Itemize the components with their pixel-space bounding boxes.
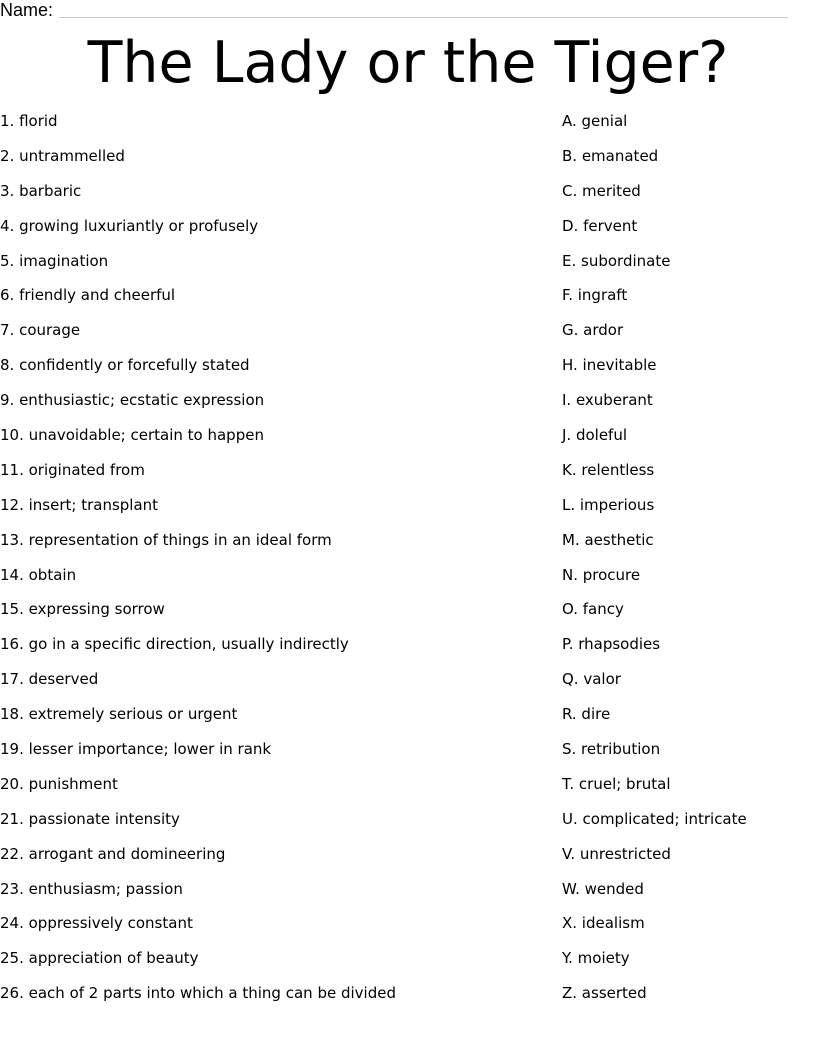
definition-item: 18. extremely serious or urgent [0, 705, 238, 724]
definition-item: 17. deserved [0, 670, 99, 689]
definition-item: 12. insert; transplant [0, 495, 159, 514]
definition-item: 1. florid [0, 112, 58, 130]
definition-item: 22. arrogant and domineering [0, 844, 226, 863]
definitions-list [0, 104, 396, 1011]
definition-item: 16. go in a specific direction, usually indirectly [0, 635, 349, 654]
word-item: Z. asserted [562, 984, 647, 1003]
definition-item: 10. unavoidable; certain to happen [0, 426, 264, 445]
definition-item: 23. enthusiasm; passion [0, 879, 183, 898]
word-item: Q. valor [562, 670, 621, 689]
word-item: V. unrestricted [562, 844, 671, 863]
word-item: S. retribution [562, 740, 661, 759]
words-list [562, 104, 747, 1011]
definition-item: 5. imagination [0, 251, 109, 270]
definition-item: 24. oppressively constant [0, 914, 193, 933]
word-item: E. subordinate [562, 251, 671, 270]
word-item: U. complicated; intricate [562, 809, 747, 828]
definition-item: 8. confidently or forcefully stated [0, 356, 250, 375]
word-item: G. ardor [562, 321, 624, 340]
definition-item: 11. originated from [0, 460, 145, 479]
word-item: K. relentless [562, 460, 655, 479]
word-item: A. genial [562, 112, 628, 130]
word-item: T. cruel; brutal [562, 774, 671, 793]
definition-item: 15. expressing sorrow [0, 600, 165, 619]
worksheet-title: The Lady or the Tiger? [87, 30, 729, 96]
word-item: H. inevitable [562, 356, 657, 375]
word-item: M. aesthetic [562, 530, 654, 549]
definition-item: 13. representation of things in an ideal form [0, 530, 332, 549]
word-item: W. wended [562, 879, 644, 898]
word-item: Y. moiety [562, 949, 630, 968]
word-item: D. fervent [562, 216, 638, 235]
name-blank-line [59, 17, 788, 18]
definition-item: 3. barbaric [0, 181, 82, 200]
word-item: L. imperious [562, 495, 655, 514]
word-item: C. merited [562, 181, 641, 200]
word-item: P. rhapsodies [562, 635, 661, 654]
name-label: Name: [0, 0, 54, 20]
word-item: O. fancy [562, 600, 624, 619]
definition-item: 26. each of 2 parts into which a thing can be divided [0, 984, 396, 1003]
word-item: R. dire [562, 705, 611, 724]
name-row [0, 0, 788, 20]
word-item: F. ingraft [562, 286, 628, 305]
definition-item: 7. courage [0, 321, 81, 340]
word-item: B. emanated [562, 146, 659, 165]
definition-item: 4. growing luxuriantly or profusely [0, 216, 259, 235]
definition-item: 6. friendly and cheerful [0, 286, 176, 305]
word-item: N. procure [562, 565, 641, 584]
definition-item: 25. appreciation of beauty [0, 949, 199, 968]
word-item: X. idealism [562, 914, 645, 933]
word-item: I. exuberant [562, 391, 653, 410]
definition-item: 9. enthusiastic; ecstatic expression [0, 391, 265, 410]
definition-item: 19. lesser importance; lower in rank [0, 740, 272, 759]
word-item: J. doleful [562, 426, 628, 445]
definition-item: 21. passionate intensity [0, 809, 180, 828]
definition-item: 2. untrammelled [0, 146, 125, 165]
definition-item: 20. punishment [0, 774, 118, 793]
definition-item: 14. obtain [0, 565, 77, 584]
